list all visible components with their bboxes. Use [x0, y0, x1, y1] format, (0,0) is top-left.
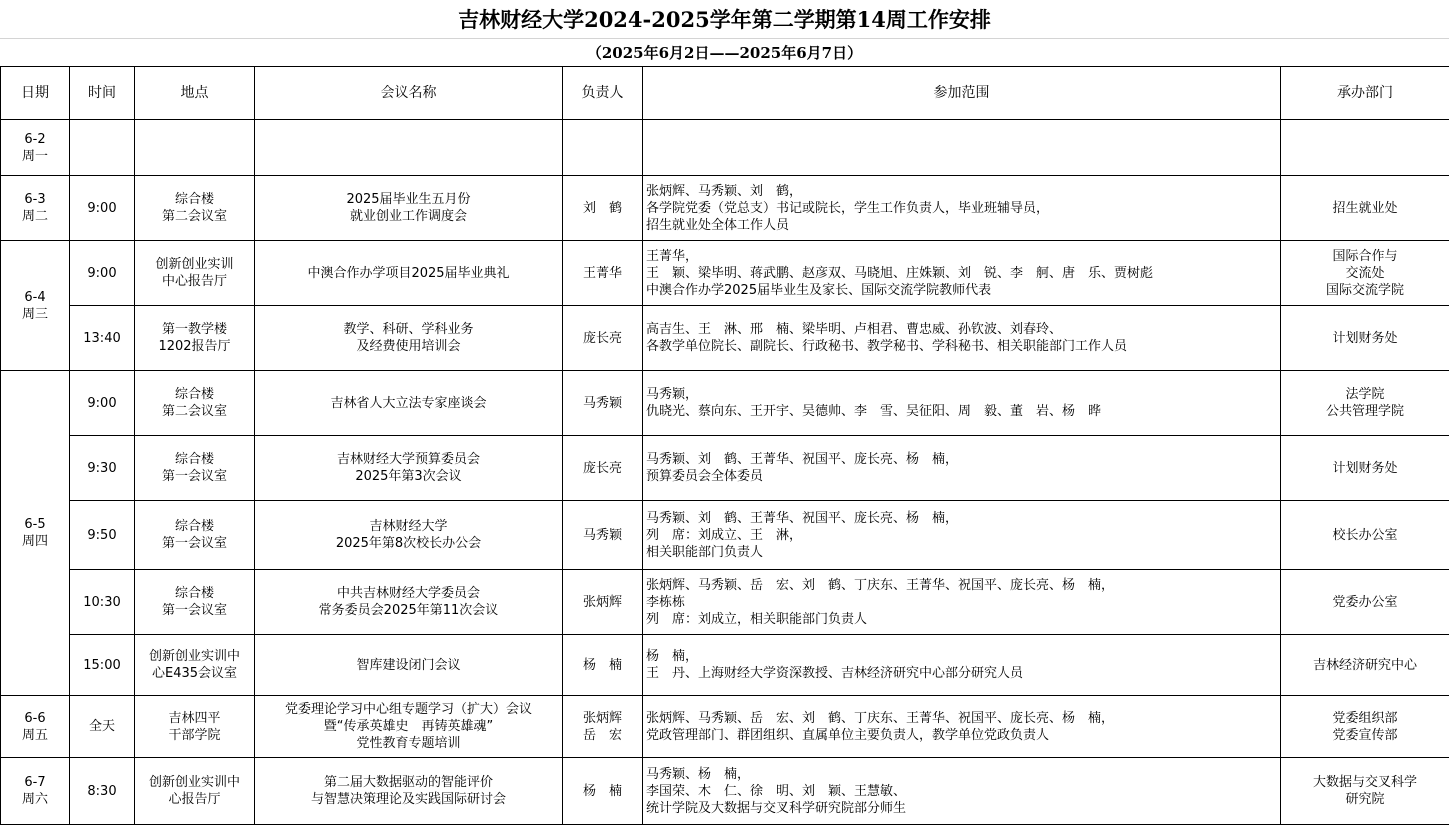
dept-cell [1281, 635, 1449, 696]
meeting-cell [255, 371, 563, 436]
lead-cell [563, 635, 643, 696]
scope-line: 预算委员会全体委员 [646, 468, 1278, 485]
meeting-cell [255, 436, 563, 501]
scope-line: 王菁华， [646, 248, 1278, 265]
scope-line: 中澳合作办学2025届毕业生及家长、国际交流学院教师代表 [646, 282, 1278, 299]
table-row [1, 696, 1449, 758]
dept-line: 招生就业处 [1283, 200, 1447, 217]
table-row [1, 371, 1449, 436]
dept-cell [1281, 241, 1449, 306]
place-line: 创新创业实训中 [137, 774, 252, 791]
place-cell [135, 241, 255, 306]
date-line: 周五 [3, 727, 67, 744]
table-row [1, 176, 1449, 241]
meeting-line: 2025年第8次校长办公会 [257, 535, 560, 552]
date-line: 6-3 [3, 191, 67, 208]
table-row [1, 758, 1449, 825]
lead-line: 张炳辉 [565, 594, 640, 611]
date-line: 6-4 [3, 289, 67, 306]
lead-cell [563, 758, 643, 825]
scope-line: 张炳辉、马秀颖、刘 鹤， [646, 183, 1278, 200]
meeting-line: 中澳合作办学项目2025届毕业典礼 [257, 265, 560, 282]
table-row [1, 436, 1449, 501]
dept-line: 计划财务处 [1283, 330, 1447, 347]
lead-line: 岳 宏 [565, 727, 640, 744]
lead-cell [563, 696, 643, 758]
scope-line: 仇晓光、蔡向东、王开宇、吴德帅、李 雪、吴征阳、周 毅、董 岩、杨 晔 [646, 403, 1278, 420]
header-dept: 承办部门 [1281, 67, 1449, 120]
date-line: 周四 [3, 533, 67, 550]
dept-line: 校长办公室 [1283, 527, 1447, 544]
table-row [1, 120, 1449, 176]
scope-cell [643, 570, 1281, 635]
dept-line: 党委组织部 [1283, 710, 1447, 727]
date-cell [1, 758, 70, 825]
lead-cell [563, 241, 643, 306]
place-cell [135, 120, 255, 176]
scope-cell [643, 436, 1281, 501]
place-line: 心E435会议室 [137, 665, 252, 682]
meeting-line: 智库建设闭门会议 [257, 657, 560, 674]
scope-cell [643, 501, 1281, 570]
lead-line: 张炳辉 [565, 710, 640, 727]
lead-line: 杨 楠 [565, 657, 640, 674]
dept-line: 党委办公室 [1283, 594, 1447, 611]
scope-line: 杨 楠， [646, 648, 1278, 665]
lead-cell [563, 371, 643, 436]
meeting-line: 2025年第3次会议 [257, 468, 560, 485]
lead-line: 马秀颖 [565, 395, 640, 412]
dept-line: 国际合作与 [1283, 248, 1447, 265]
date-line: 周六 [3, 791, 67, 808]
scope-line: 列 席：刘成立，相关职能部门负责人 [646, 611, 1278, 628]
dept-line: 党委宣传部 [1283, 727, 1447, 744]
scope-line: 张炳辉、马秀颖、岳 宏、刘 鹤、丁庆东、王菁华、祝国平、庞长亮、杨 楠， [646, 710, 1278, 727]
place-cell [135, 306, 255, 371]
meeting-line: 常务委员会2025年第11次会议 [257, 602, 560, 619]
meeting-line: 第二届大数据驱动的智能评价 [257, 774, 560, 791]
meeting-cell [255, 306, 563, 371]
scope-line: 各教学单位院长、副院长、行政秘书、教学秘书、学科秘书、相关职能部门工作人员 [646, 338, 1278, 355]
place-line: 创新创业实训 [137, 256, 252, 273]
place-line: 心报告厅 [137, 791, 252, 808]
place-line: 创新创业实训中 [137, 648, 252, 665]
meeting-cell [255, 120, 563, 176]
dept-cell [1281, 758, 1449, 825]
time-cell: 13:40 [70, 306, 135, 371]
dept-cell [1281, 570, 1449, 635]
time-cell: 全天 [70, 696, 135, 758]
scope-line: 相关职能部门负责人 [646, 544, 1278, 561]
dept-cell [1281, 436, 1449, 501]
dept-line: 大数据与交叉科学 [1283, 774, 1447, 791]
scope-cell [643, 176, 1281, 241]
scope-cell [643, 306, 1281, 371]
date-line: 周一 [3, 148, 67, 165]
time-cell: 10:30 [70, 570, 135, 635]
place-cell [135, 696, 255, 758]
dept-line: 法学院 [1283, 386, 1447, 403]
header-meeting: 会议名称 [255, 67, 563, 120]
date-line: 6-6 [3, 710, 67, 727]
scope-cell [643, 241, 1281, 306]
header-lead: 负责人 [563, 67, 643, 120]
date-line: 6-2 [3, 131, 67, 148]
page-title: 吉林财经大学2024-2025学年第二学期第14周工作安排 [0, 0, 1449, 39]
place-line: 综合楼 [137, 451, 252, 468]
lead-line: 杨 楠 [565, 783, 640, 800]
dept-line: 交流处 [1283, 265, 1447, 282]
meeting-cell [255, 758, 563, 825]
time-cell: 9:00 [70, 241, 135, 306]
date-cell [1, 696, 70, 758]
scope-cell [643, 696, 1281, 758]
scope-cell [643, 635, 1281, 696]
place-line: 综合楼 [137, 191, 252, 208]
scope-line: 李国荣、木 仁、徐 明、刘 颖、王慧敏、 [646, 783, 1278, 800]
place-line: 第一教学楼 [137, 321, 252, 338]
meeting-cell [255, 241, 563, 306]
scope-line: 王 丹、上海财经大学资深教授、吉林经济研究中心部分研究人员 [646, 665, 1278, 682]
place-cell [135, 176, 255, 241]
place-line: 1202报告厅 [137, 338, 252, 355]
table-row [1, 306, 1449, 371]
lead-cell [563, 120, 643, 176]
meeting-line: 教学、科研、学科业务 [257, 321, 560, 338]
scope-line: 统计学院及大数据与交叉科学研究院部分师生 [646, 800, 1278, 817]
meeting-line: 党委理论学习中心组专题学习（扩大）会议 [257, 701, 560, 718]
dept-line: 国际交流学院 [1283, 282, 1447, 299]
table-row [1, 501, 1449, 570]
meeting-cell [255, 570, 563, 635]
place-cell [135, 570, 255, 635]
lead-cell [563, 176, 643, 241]
dept-line: 公共管理学院 [1283, 403, 1447, 420]
lead-line: 刘 鹤 [565, 200, 640, 217]
scope-cell [643, 120, 1281, 176]
table-row [1, 570, 1449, 635]
schedule-body [1, 120, 1449, 825]
place-line: 吉林四平 [137, 710, 252, 727]
place-line: 综合楼 [137, 585, 252, 602]
place-line: 第一会议室 [137, 535, 252, 552]
place-line: 综合楼 [137, 386, 252, 403]
scope-cell [643, 371, 1281, 436]
place-line: 第二会议室 [137, 208, 252, 225]
meeting-line: 中共吉林财经大学委员会 [257, 585, 560, 602]
place-line: 综合楼 [137, 518, 252, 535]
date-line: 周三 [3, 306, 67, 323]
header-row [1, 67, 1449, 120]
place-line: 中心报告厅 [137, 273, 252, 290]
scope-line: 各学院党委（党总支）书记或院长，学生工作负责人，毕业班辅导员， [646, 200, 1278, 217]
meeting-cell [255, 635, 563, 696]
scope-cell [643, 758, 1281, 825]
meeting-line: 2025届毕业生五月份 [257, 191, 560, 208]
place-cell [135, 635, 255, 696]
scope-line: 招生就业处全体工作人员 [646, 217, 1278, 234]
meeting-line: 吉林省人大立法专家座谈会 [257, 395, 560, 412]
meeting-line: 党性教育专题培训 [257, 735, 560, 752]
dept-line: 研究院 [1283, 791, 1447, 808]
lead-cell [563, 570, 643, 635]
dept-cell [1281, 306, 1449, 371]
meeting-cell [255, 696, 563, 758]
place-cell [135, 371, 255, 436]
header-date: 日期 [1, 67, 70, 120]
scope-line: 张炳辉、马秀颖、岳 宏、刘 鹤、丁庆东、王菁华、祝国平、庞长亮、杨 楠， [646, 577, 1278, 594]
time-cell [70, 120, 135, 176]
place-cell [135, 758, 255, 825]
lead-line: 王菁华 [565, 265, 640, 282]
scope-line: 列 席：刘成立、王 淋， [646, 527, 1278, 544]
lead-cell [563, 306, 643, 371]
time-cell: 9:30 [70, 436, 135, 501]
dept-cell [1281, 696, 1449, 758]
meeting-line: 暨“传承英雄史 再铸英雄魂” [257, 718, 560, 735]
scope-line: 马秀颖、刘 鹤、王菁华、祝国平、庞长亮、杨 楠， [646, 510, 1278, 527]
scope-line: 马秀颖、刘 鹤、王菁华、祝国平、庞长亮、杨 楠， [646, 451, 1278, 468]
header-time: 时间 [70, 67, 135, 120]
dept-cell [1281, 120, 1449, 176]
time-cell: 8:30 [70, 758, 135, 825]
lead-line: 庞长亮 [565, 460, 640, 477]
time-cell: 9:00 [70, 176, 135, 241]
place-cell [135, 501, 255, 570]
dept-cell [1281, 176, 1449, 241]
table-row [1, 635, 1449, 696]
scope-line: 王 颖、梁毕明、蒋武鹏、赵彦双、马晓旭、庄姝颖、刘 锐、李 舸、唐 乐、贾树彪 [646, 265, 1278, 282]
place-line: 第一会议室 [137, 602, 252, 619]
dept-cell [1281, 371, 1449, 436]
dept-line: 计划财务处 [1283, 460, 1447, 477]
scope-line: 马秀颖、杨 楠， [646, 766, 1278, 783]
date-cell [1, 241, 70, 371]
place-line: 第一会议室 [137, 468, 252, 485]
time-cell: 9:00 [70, 371, 135, 436]
time-cell: 15:00 [70, 635, 135, 696]
meeting-cell [255, 176, 563, 241]
place-line: 第二会议室 [137, 403, 252, 420]
date-cell [1, 176, 70, 241]
lead-cell [563, 436, 643, 501]
time-cell: 9:50 [70, 501, 135, 570]
place-cell [135, 436, 255, 501]
date-line: 6-5 [3, 516, 67, 533]
date-line: 6-7 [3, 774, 67, 791]
scope-line: 高吉生、王 淋、邢 楠、梁毕明、卢相君、曹忠威、孙钦波、刘春玲、 [646, 321, 1278, 338]
lead-cell [563, 501, 643, 570]
meeting-cell [255, 501, 563, 570]
meeting-line: 吉林财经大学 [257, 518, 560, 535]
dept-cell [1281, 501, 1449, 570]
date-cell [1, 120, 70, 176]
lead-line: 庞长亮 [565, 330, 640, 347]
dept-line: 吉林经济研究中心 [1283, 657, 1447, 674]
meeting-line: 与智慧决策理论及实践国际研讨会 [257, 791, 560, 808]
meeting-line: 就业创业工作调度会 [257, 208, 560, 225]
table-row [1, 241, 1449, 306]
header-scope: 参加范围 [643, 67, 1281, 120]
meeting-line: 及经费使用培训会 [257, 338, 560, 355]
meeting-line: 吉林财经大学预算委员会 [257, 451, 560, 468]
header-place: 地点 [135, 67, 255, 120]
place-line: 干部学院 [137, 727, 252, 744]
lead-line: 马秀颖 [565, 527, 640, 544]
date-line: 周二 [3, 208, 67, 225]
scope-line: 李栋栋 [646, 594, 1278, 611]
scope-line: 马秀颖， [646, 386, 1278, 403]
date-range-subtitle: （2025年6月2日——2025年6月7日） [0, 38, 1449, 66]
scope-line: 党政管理部门、群团组织、直属单位主要负责人，教学单位党政负责人 [646, 727, 1278, 744]
date-cell [1, 371, 70, 696]
schedule-table [0, 66, 1449, 825]
